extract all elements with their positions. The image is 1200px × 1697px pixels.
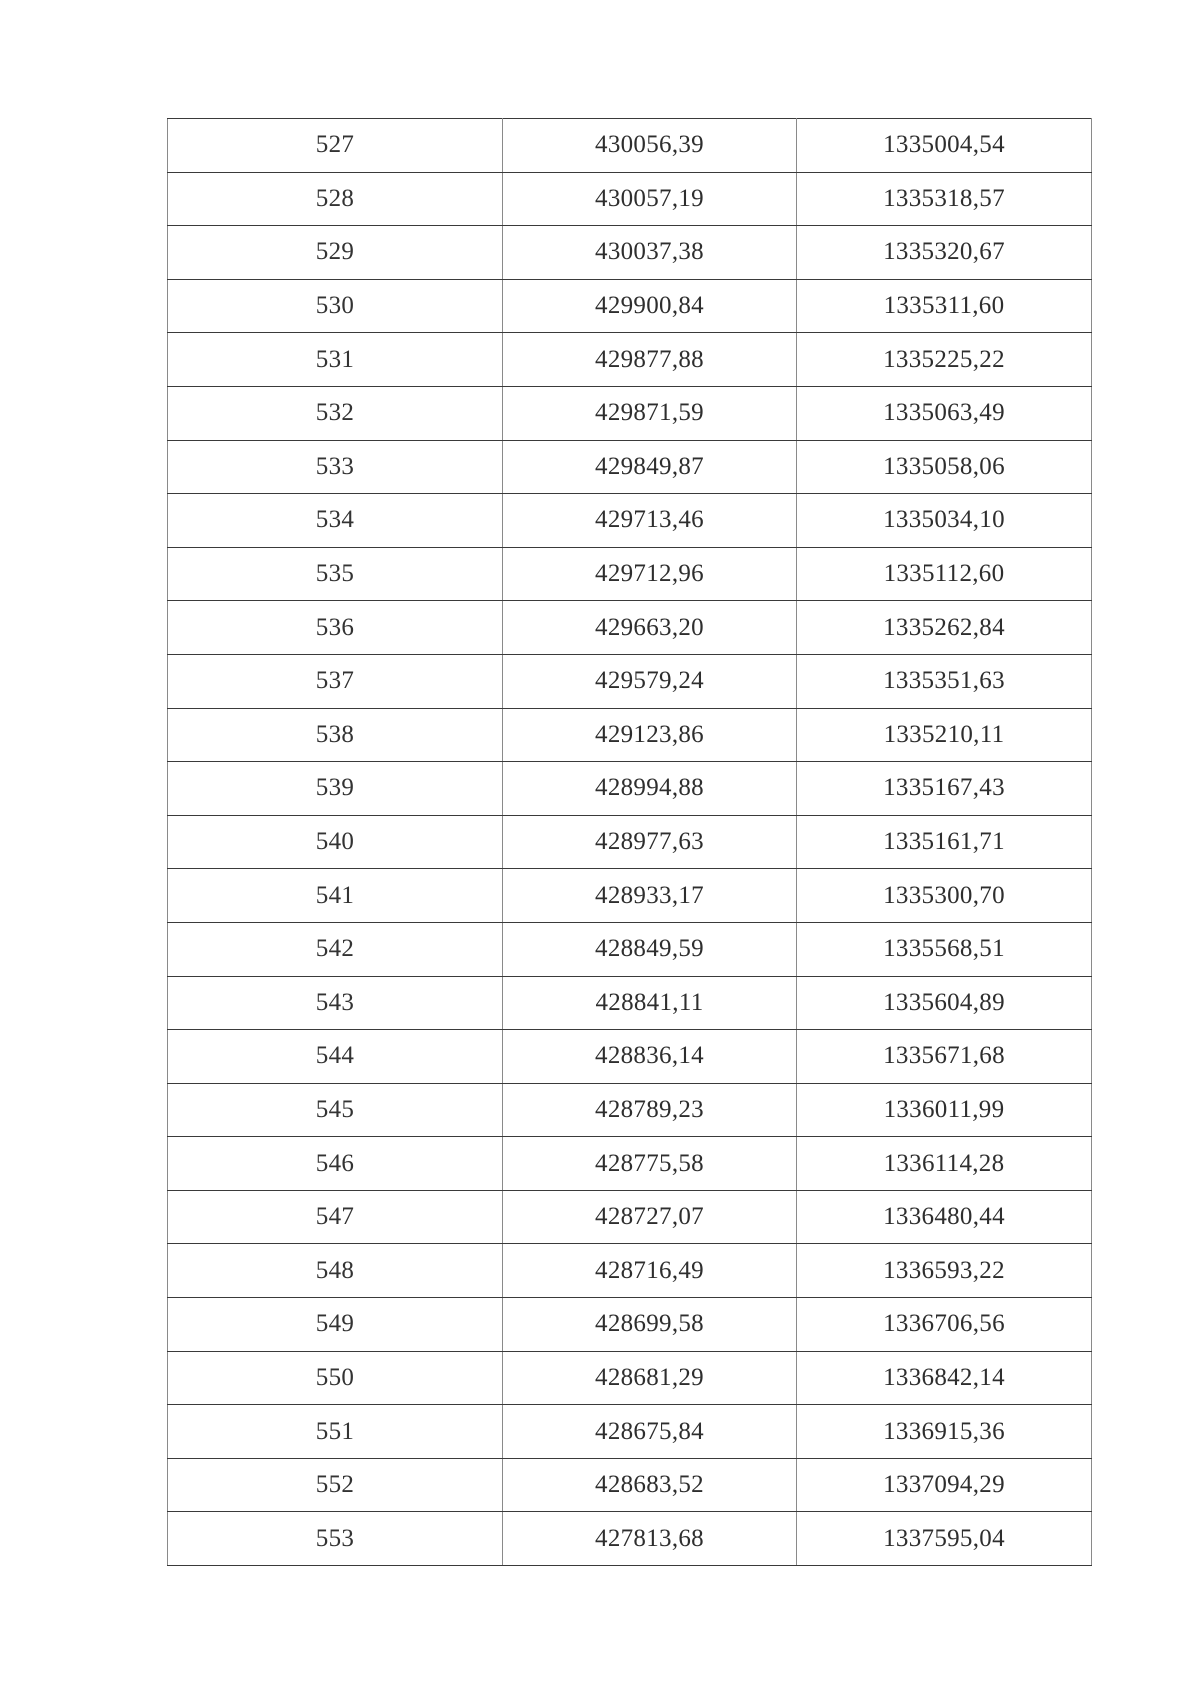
point-number-cell: 552 [168, 1458, 503, 1512]
point-number-cell: 531 [168, 333, 503, 387]
table-row [168, 1458, 1092, 1512]
y-coordinate-cell: 1336480,44 [797, 1190, 1092, 1244]
y-coordinate-cell: 1336114,28 [797, 1137, 1092, 1191]
x-coordinate-cell: 428683,52 [503, 1458, 797, 1512]
point-number-cell: 553 [168, 1512, 503, 1566]
table-row [168, 1244, 1092, 1298]
coordinates-table [167, 118, 1092, 1566]
point-number-cell: 539 [168, 762, 503, 816]
x-coordinate-cell: 429663,20 [503, 601, 797, 655]
x-coordinate-cell: 428699,58 [503, 1298, 797, 1352]
table-row [168, 1083, 1092, 1137]
point-number-cell: 527 [168, 119, 503, 173]
point-number-cell: 546 [168, 1137, 503, 1191]
table-row [168, 762, 1092, 816]
x-coordinate-cell: 428681,29 [503, 1351, 797, 1405]
y-coordinate-cell: 1335311,60 [797, 279, 1092, 333]
point-number-cell: 543 [168, 976, 503, 1030]
table-row [168, 547, 1092, 601]
x-coordinate-cell: 428994,88 [503, 762, 797, 816]
x-coordinate-cell: 428933,17 [503, 869, 797, 923]
point-number-cell: 534 [168, 494, 503, 548]
y-coordinate-cell: 1335058,06 [797, 440, 1092, 494]
point-number-cell: 550 [168, 1351, 503, 1405]
y-coordinate-cell: 1337595,04 [797, 1512, 1092, 1566]
x-coordinate-cell: 429713,46 [503, 494, 797, 548]
x-coordinate-cell: 430057,19 [503, 172, 797, 226]
x-coordinate-cell: 430056,39 [503, 119, 797, 173]
x-coordinate-cell: 429123,86 [503, 708, 797, 762]
table-row [168, 386, 1092, 440]
x-coordinate-cell: 430037,38 [503, 226, 797, 280]
point-number-cell: 528 [168, 172, 503, 226]
x-coordinate-cell: 429871,59 [503, 386, 797, 440]
table-row [168, 333, 1092, 387]
point-number-cell: 535 [168, 547, 503, 601]
table-row [168, 815, 1092, 869]
y-coordinate-cell: 1335351,63 [797, 654, 1092, 708]
x-coordinate-cell: 428977,63 [503, 815, 797, 869]
table-row [168, 976, 1092, 1030]
table-row [168, 654, 1092, 708]
x-coordinate-cell: 429712,96 [503, 547, 797, 601]
y-coordinate-cell: 1336842,14 [797, 1351, 1092, 1405]
y-coordinate-cell: 1335318,57 [797, 172, 1092, 226]
y-coordinate-cell: 1335671,68 [797, 1030, 1092, 1084]
y-coordinate-cell: 1335568,51 [797, 922, 1092, 976]
y-coordinate-cell: 1335320,67 [797, 226, 1092, 280]
table-row [168, 1030, 1092, 1084]
point-number-cell: 530 [168, 279, 503, 333]
x-coordinate-cell: 428836,14 [503, 1030, 797, 1084]
x-coordinate-cell: 429579,24 [503, 654, 797, 708]
table-row [168, 1190, 1092, 1244]
table-row [168, 1137, 1092, 1191]
point-number-cell: 548 [168, 1244, 503, 1298]
point-number-cell: 551 [168, 1405, 503, 1459]
y-coordinate-cell: 1336593,22 [797, 1244, 1092, 1298]
point-number-cell: 532 [168, 386, 503, 440]
table-row [168, 922, 1092, 976]
table-row [168, 440, 1092, 494]
table-row [168, 119, 1092, 173]
y-coordinate-cell: 1335167,43 [797, 762, 1092, 816]
point-number-cell: 545 [168, 1083, 503, 1137]
x-coordinate-cell: 428849,59 [503, 922, 797, 976]
x-coordinate-cell: 429849,87 [503, 440, 797, 494]
table-row [168, 601, 1092, 655]
y-coordinate-cell: 1336915,36 [797, 1405, 1092, 1459]
table-row [168, 279, 1092, 333]
coordinates-table-body [168, 119, 1092, 1566]
table-row [168, 1512, 1092, 1566]
y-coordinate-cell: 1335004,54 [797, 119, 1092, 173]
point-number-cell: 542 [168, 922, 503, 976]
y-coordinate-cell: 1335225,22 [797, 333, 1092, 387]
x-coordinate-cell: 428789,23 [503, 1083, 797, 1137]
table-row [168, 1298, 1092, 1352]
y-coordinate-cell: 1335262,84 [797, 601, 1092, 655]
y-coordinate-cell: 1335300,70 [797, 869, 1092, 923]
x-coordinate-cell: 427813,68 [503, 1512, 797, 1566]
point-number-cell: 549 [168, 1298, 503, 1352]
table-row [168, 708, 1092, 762]
table-row [168, 1351, 1092, 1405]
y-coordinate-cell: 1335210,11 [797, 708, 1092, 762]
table-row [168, 172, 1092, 226]
x-coordinate-cell: 428675,84 [503, 1405, 797, 1459]
y-coordinate-cell: 1335161,71 [797, 815, 1092, 869]
table-row [168, 226, 1092, 280]
table-row [168, 1405, 1092, 1459]
point-number-cell: 537 [168, 654, 503, 708]
point-number-cell: 538 [168, 708, 503, 762]
x-coordinate-cell: 428775,58 [503, 1137, 797, 1191]
x-coordinate-cell: 428841,11 [503, 976, 797, 1030]
point-number-cell: 547 [168, 1190, 503, 1244]
point-number-cell: 544 [168, 1030, 503, 1084]
table-row [168, 494, 1092, 548]
point-number-cell: 536 [168, 601, 503, 655]
x-coordinate-cell: 428727,07 [503, 1190, 797, 1244]
y-coordinate-cell: 1335112,60 [797, 547, 1092, 601]
x-coordinate-cell: 429877,88 [503, 333, 797, 387]
point-number-cell: 529 [168, 226, 503, 280]
x-coordinate-cell: 429900,84 [503, 279, 797, 333]
y-coordinate-cell: 1337094,29 [797, 1458, 1092, 1512]
point-number-cell: 533 [168, 440, 503, 494]
y-coordinate-cell: 1336706,56 [797, 1298, 1092, 1352]
y-coordinate-cell: 1336011,99 [797, 1083, 1092, 1137]
y-coordinate-cell: 1335034,10 [797, 494, 1092, 548]
y-coordinate-cell: 1335604,89 [797, 976, 1092, 1030]
table-row [168, 869, 1092, 923]
x-coordinate-cell: 428716,49 [503, 1244, 797, 1298]
y-coordinate-cell: 1335063,49 [797, 386, 1092, 440]
point-number-cell: 541 [168, 869, 503, 923]
point-number-cell: 540 [168, 815, 503, 869]
